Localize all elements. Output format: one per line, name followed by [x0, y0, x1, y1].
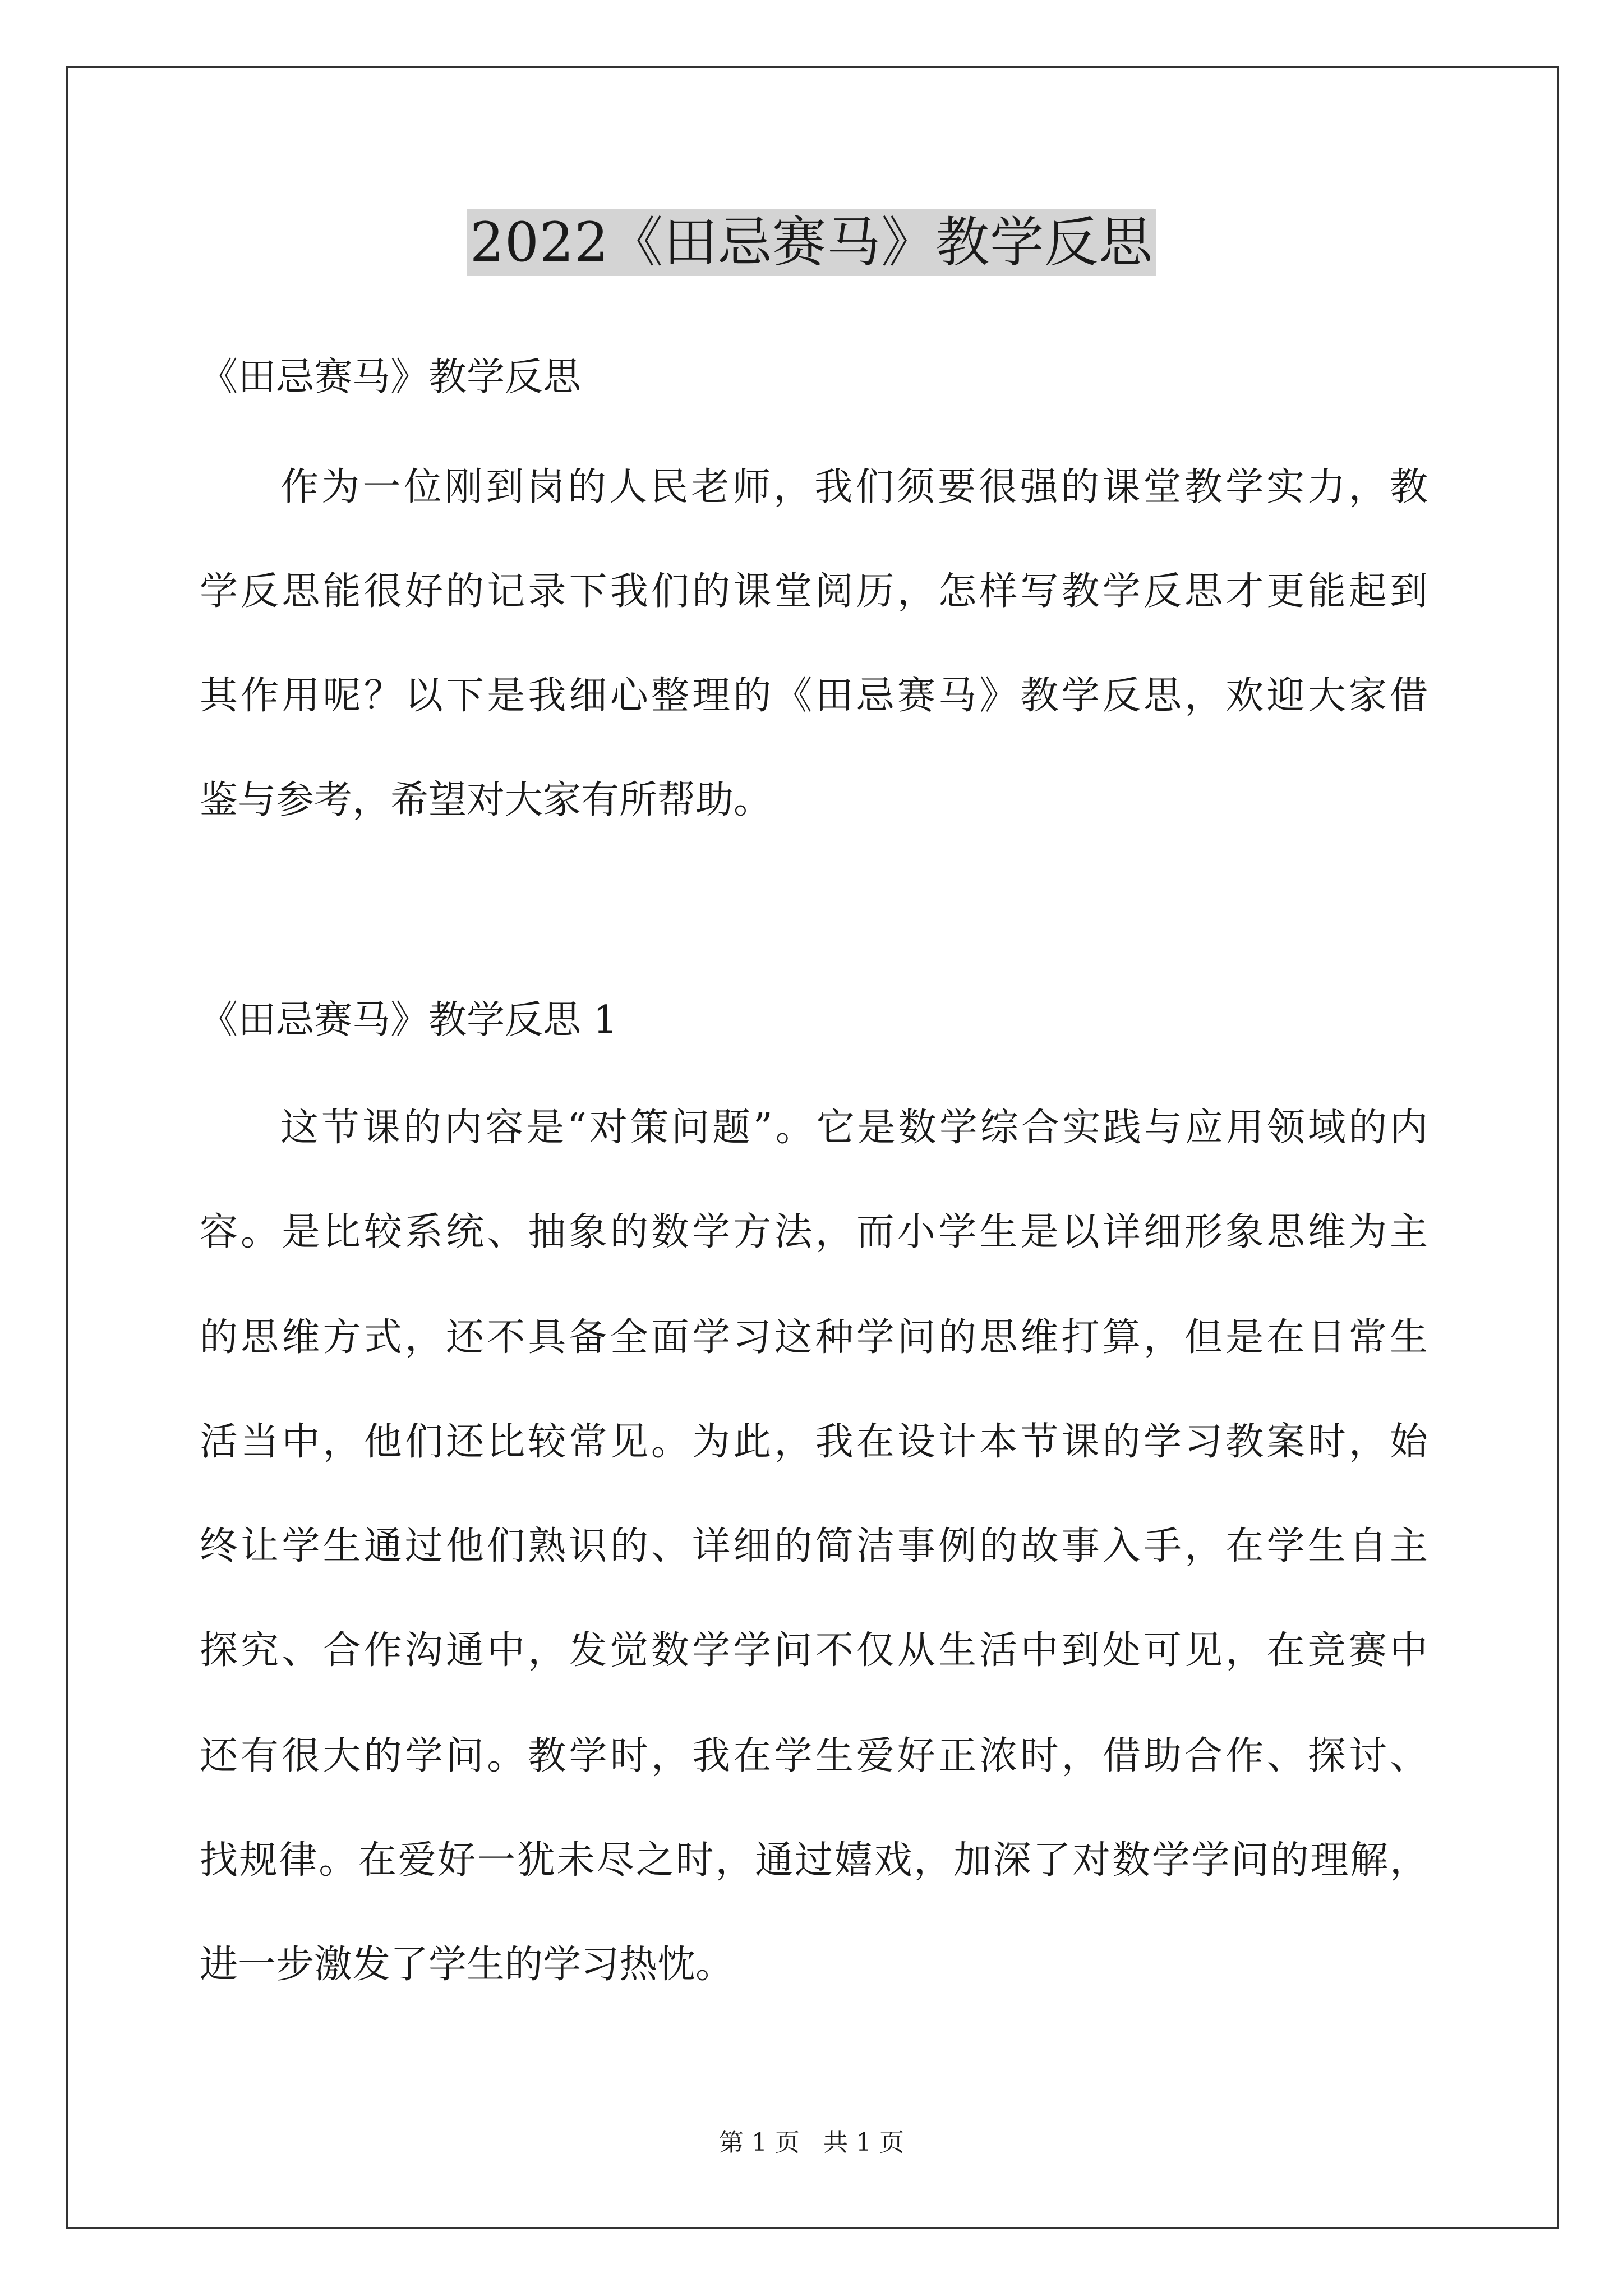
- section1-line-8: 找规律。在爱好一犹未尽之时，通过嬉戏，加深了对数学学问的理解，: [200, 1838, 1428, 1883]
- intro-line-4: 鉴与参考，希望对大家有所帮助。: [200, 778, 772, 822]
- section1-line-6: 探究、合作沟通中，发觉数学学问不仅从生活中到处可见，在竞赛中: [200, 1628, 1428, 1673]
- intro-line-2: 学反思能很好的记录下我们的课堂阅历，怎样写教学反思才更能起到: [200, 569, 1428, 614]
- section1-line-1: 这节课的内容是“对策问题”。它是数学综合实践与应用领域的内: [280, 1106, 1428, 1150]
- page-number-footer: 第 1 页 共 1 页: [719, 2128, 904, 2157]
- section1-heading: 《田忌赛马》教学反思 1: [200, 998, 617, 1042]
- section1-line-2: 容。是比较系统、抽象的数学方法，而小学生是以详细形象思维为主: [200, 1210, 1428, 1254]
- section1-line-5: 终让学生通过他们熟识的、详细的简洁事例的故事入手，在学生自主: [200, 1524, 1428, 1568]
- document-title: 2022《田忌赛马》教学反思: [467, 209, 1156, 276]
- document-title-block: [0, 209, 1623, 276]
- intro-line-3: 其作用呢？以下是我细心整理的《田忌赛马》教学反思，欢迎大家借: [200, 674, 1428, 718]
- intro-heading: 《田忌赛马》教学反思: [200, 355, 582, 399]
- section1-line-7: 还有很大的学问。教学时，我在学生爱好正浓时，借助合作、探讨、: [200, 1734, 1428, 1778]
- section1-line-3: 的思维方式，还不具备全面学习这种学问的思维打算，但是在日常生: [200, 1315, 1428, 1360]
- intro-line-1: 作为一位刚到岗的人民老师，我们须要很强的课堂教学实力，教: [280, 465, 1428, 509]
- section1-line-9: 进一步激发了学生的学习热忱。: [200, 1943, 734, 1987]
- section1-line-4: 活当中，他们还比较常见。为此，我在设计本节课的学习教案时，始: [200, 1420, 1428, 1464]
